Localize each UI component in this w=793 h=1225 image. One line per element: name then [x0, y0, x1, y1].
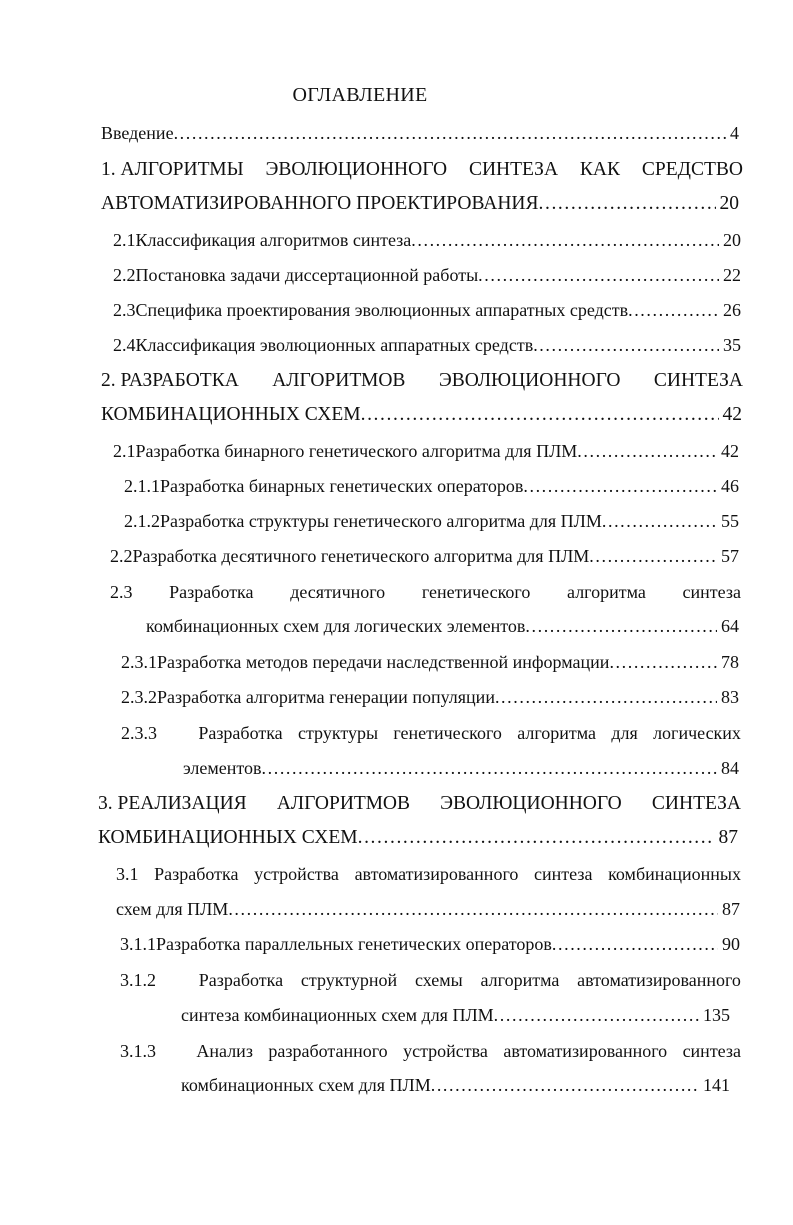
word: схемы: [414, 970, 463, 990]
entry-number: 2.3.3: [121, 723, 157, 743]
word: автоматизированного: [503, 1041, 668, 1061]
entry-number: 2.2: [113, 265, 136, 285]
entry-label: элементов: [183, 758, 262, 778]
entry-label: Разработка методов передачи наследственной информации: [157, 652, 610, 672]
word: генетического: [421, 582, 531, 602]
word: ЭВОЛЮЦИОННОГО: [438, 370, 621, 391]
dot-leader: [494, 1002, 699, 1028]
entry-number: 2.3: [113, 300, 136, 320]
toc-chapter-2-line2[interactable]: [101, 402, 742, 428]
word: автоматизированного: [354, 864, 519, 884]
entry-number: 3.1.3: [120, 1041, 156, 1061]
entry-number: 2.1: [113, 230, 136, 250]
word: СИНТЕЗА: [468, 159, 559, 180]
word: устройства: [403, 1041, 488, 1061]
entry-number: 2.1.2: [124, 511, 160, 531]
toc-chapter-1-line2[interactable]: [101, 191, 739, 217]
entry-label: Введение: [101, 123, 174, 143]
entry-number: 2.3: [110, 582, 133, 602]
dot-leader: [552, 931, 718, 957]
toc-entry-2-1-1[interactable]: [124, 473, 739, 499]
word: 3. РЕАЛИЗАЦИЯ: [98, 793, 247, 814]
entry-label: комбинационных схем для логических элементов: [146, 616, 526, 636]
toc-entry-2-3-1[interactable]: [121, 649, 739, 675]
entry-label: КОМБИНАЦИОННЫХ СХЕМ: [98, 827, 358, 848]
entry-label: Разработка параллельных генетических операторов: [156, 934, 552, 954]
word: Разработка: [198, 723, 283, 743]
word: синтеза: [682, 1041, 741, 1061]
word: АЛГОРИТМОВ: [272, 370, 406, 391]
word: Разработка: [198, 970, 284, 990]
entry-page: 20: [719, 193, 739, 214]
toc-entry-3-1-3-line2[interactable]: [181, 1072, 730, 1098]
word: 1. АЛГОРИТМЫ: [101, 159, 244, 180]
toc-entry-2-1-2[interactable]: [124, 508, 739, 534]
word: автоматизированного: [577, 970, 741, 990]
entry-label: Разработка бинарного генетического алгоритма для ПЛМ: [135, 441, 578, 461]
dot-leader: [589, 543, 717, 569]
entry-page: 4: [730, 123, 739, 143]
entry-label: комбинационных схем для ПЛМ: [181, 1075, 431, 1095]
entry-label: Классификация эволюционных аппаратных средств: [135, 335, 534, 355]
dot-leader: [525, 613, 717, 639]
word: алгоритма: [480, 970, 560, 990]
toc-entry-2-3-3-line1[interactable]: [121, 719, 741, 747]
word: 2. РАЗРАБОТКА: [101, 370, 239, 391]
dot-leader: [361, 402, 719, 428]
toc-entry-2-3-line1[interactable]: [110, 578, 741, 606]
entry-label: Классификация алгоритмов синтеза: [135, 230, 412, 250]
entry-page: 42: [722, 404, 742, 425]
entry-page: 57: [721, 546, 739, 566]
entry-page: 141: [703, 1075, 730, 1095]
entry-page: 84: [721, 758, 739, 778]
word: для: [611, 723, 638, 743]
entry-page: 46: [721, 476, 739, 496]
entry-page: 42: [721, 441, 739, 461]
word: синтеза: [534, 864, 593, 884]
entry-page: 20: [723, 230, 741, 250]
entry-page: 22: [723, 265, 741, 285]
toc-entry-3-1-line2[interactable]: [116, 896, 740, 922]
toc-entry-3-1-1[interactable]: [120, 931, 740, 957]
entry-label: КОМБИНАЦИОННЫХ СХЕМ: [101, 404, 361, 425]
word: КАК: [579, 159, 621, 180]
toc-entry-1-3[interactable]: [113, 297, 741, 323]
entry-label: АВТОМАТИЗИРОВАННОГО ПРОЕКТИРОВАНИЯ: [101, 193, 539, 214]
entry-number: 3.1.1: [120, 934, 156, 954]
word: структуры: [297, 723, 379, 743]
entry-label: Разработка бинарных генетических операторов: [160, 476, 524, 496]
word: синтеза: [682, 582, 741, 602]
word: алгоритма: [567, 582, 646, 602]
entry-number: 2.2: [110, 546, 133, 566]
entry-page: 55: [721, 511, 739, 531]
word: десятичного: [290, 582, 386, 602]
dot-leader: [174, 120, 726, 146]
word: Анализ: [196, 1041, 253, 1061]
entry-number: 3.1: [116, 864, 139, 884]
entry-page: 135: [703, 1005, 730, 1025]
word: структурной: [300, 970, 398, 990]
entry-label: Разработка десятичного генетического алгоритма для ПЛМ: [132, 546, 590, 566]
dot-leader: [411, 227, 719, 253]
word: СИНТЕЗА: [653, 370, 743, 391]
word: алгоритма: [517, 723, 597, 743]
word: разработанного: [268, 1041, 388, 1061]
dot-leader: [628, 297, 719, 323]
dot-leader: [577, 438, 717, 464]
dot-leader: [523, 473, 717, 499]
dot-leader: [602, 508, 717, 534]
toc-entry-3-1-3-line1[interactable]: [120, 1037, 741, 1065]
entry-number: 2.4: [113, 335, 136, 355]
entry-number: 2.1: [113, 441, 136, 461]
entry-page: 90: [722, 934, 740, 954]
toc-chapter-1-line1[interactable]: [101, 156, 743, 184]
dot-leader: [431, 1072, 699, 1098]
toc-entry-2-3-2[interactable]: [121, 684, 739, 710]
toc-chapter-2-line1[interactable]: [101, 367, 743, 395]
entry-page: 35: [723, 335, 741, 355]
word: СИНТЕЗА: [651, 793, 741, 814]
entry-page: 78: [721, 652, 739, 672]
entry-label: Разработка структуры генетического алгоритма для ПЛМ: [160, 511, 602, 531]
entry-page: 26: [723, 300, 741, 320]
toc-entry-3-1-2-line2[interactable]: [181, 1002, 730, 1028]
dot-leader: [609, 649, 717, 675]
toc-entry-3-1-line1[interactable]: [116, 860, 741, 888]
dot-leader: [358, 825, 715, 851]
word: ЭВОЛЮЦИОННОГО: [265, 159, 448, 180]
entry-label: Постановка задачи диссертационной работы: [135, 265, 479, 285]
word: АЛГОРИТМОВ: [276, 793, 410, 814]
entry-number: 3.1.2: [120, 970, 156, 990]
entry-number: 2.3.2: [121, 687, 157, 707]
dot-leader: [478, 262, 719, 288]
word: устройства: [254, 864, 339, 884]
toc-entry-1-2[interactable]: [113, 262, 741, 288]
dot-leader: [228, 896, 718, 922]
entry-number: 2.3.1: [121, 652, 157, 672]
word: комбинационных: [608, 864, 741, 884]
dot-leader: [262, 755, 717, 781]
entry-number: 2.1.1: [124, 476, 160, 496]
entry-page: 83: [721, 687, 739, 707]
toc-chapter-3-line1[interactable]: [98, 790, 741, 818]
entry-label: синтеза комбинационных схем для ПЛМ: [181, 1005, 494, 1025]
word: ЭВОЛЮЦИОННОГО: [440, 793, 622, 814]
entry-page: 87: [718, 827, 738, 848]
toc-entry-3-1-2-line1[interactable]: [120, 966, 741, 994]
dot-leader: [533, 332, 719, 358]
entry-label: Разработка алгоритма генерации популяции: [157, 687, 495, 707]
toc-entry-2-1[interactable]: [113, 438, 739, 464]
word: Разработка: [169, 582, 254, 602]
word: СРЕДСТВО: [641, 159, 743, 180]
entry-page: 64: [721, 616, 739, 636]
toc-entry-2-2[interactable]: [110, 543, 739, 569]
toc-entry-2-3-line2[interactable]: [146, 613, 739, 639]
entry-page: 87: [722, 899, 740, 919]
toc-entry-2-3-3-line2[interactable]: [183, 755, 739, 781]
toc-entry-intro[interactable]: [101, 120, 739, 146]
dot-leader: [495, 684, 717, 710]
word: генетического: [393, 723, 502, 743]
word: Разработка: [154, 864, 239, 884]
toc-entry-1-4[interactable]: [113, 332, 741, 358]
dot-leader: [539, 191, 716, 217]
toc-title: ОГЛАВЛЕНИЕ: [292, 84, 428, 106]
word: логических: [653, 723, 741, 743]
toc-chapter-3-line2[interactable]: [98, 825, 738, 851]
entry-label: схем для ПЛМ: [116, 899, 229, 919]
toc-entry-1-1[interactable]: [113, 227, 741, 253]
entry-label: Специфика проектирования эволюционных аппаратных средств: [135, 300, 629, 320]
